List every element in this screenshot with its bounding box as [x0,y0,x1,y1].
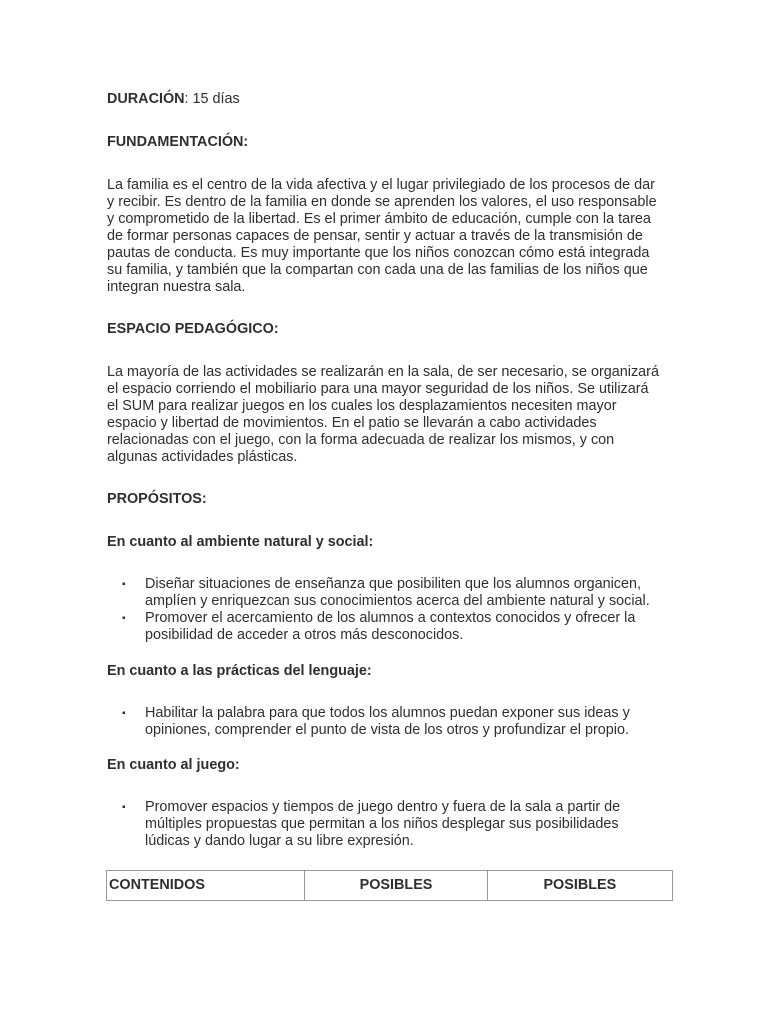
paragraph-line: algunas actividades plásticas. [107,449,298,465]
list-item-line: lúdicas y dando lugar a su libre expresión. [145,833,414,849]
list-item-line: múltiples propuestas que permitan a los niños desplegar sus posibilidades [145,816,619,832]
list-item-line: Habilitar la palabra para que todos los alumnos puedan exponer sus ideas y [145,705,630,721]
bullet-icon: ▪ [122,613,126,624]
paragraph-line: y comprometido de la libertad. Es el primer ámbito de educación, cumple con la tarea [107,211,651,227]
ambiente-heading: En cuanto al ambiente natural y social: [107,534,374,550]
fundamentacion-heading: FUNDAMENTACIÓN: [107,134,249,150]
lenguaje-list [107,705,672,739]
list-item-line: Promover espacios y tiempos de juego dentro y fuera de la sala a partir de [145,799,621,815]
lenguaje-heading: En cuanto a las prácticas del lenguaje: [107,663,372,679]
duration-label: DURACIÓN [107,91,185,107]
contents-table [106,870,673,901]
paragraph-line: relacionadas con el juego, con la forma adecuada de realizar los mismos, y con [107,432,615,448]
table-header-cell: POSIBLES [305,871,487,901]
espacio-heading: ESPACIO PEDAGÓGICO: [107,321,279,337]
paragraph-line: el espacio corriendo el mobiliario para una mayor seguridad de los niños. Se utilizará [107,381,649,397]
juego-list [107,799,672,850]
list-item-line: Diseñar situaciones de enseñanza que posibiliten que los alumnos organicen, [145,576,641,592]
list-item [107,799,672,850]
list-item-line: posibilidad de acceder a otros más desconocidos. [145,627,464,643]
duration-value: : 15 días [184,91,240,107]
table-header-cell: POSIBLES [487,871,672,901]
juego-heading: En cuanto al juego: [107,757,240,773]
ambiente-list [107,576,672,644]
list-item-line: amplíen y enriquezcan sus conocimientos acerca del ambiente natural y social. [145,593,650,609]
list-item [107,610,672,644]
paragraph-line: espacio y libertad de movimientos. En el patio se llevarán a cabo actividades [107,415,597,431]
paragraph-line: La mayoría de las actividades se realizarán en la sala, de ser necesario, se organizará [107,364,659,380]
fundamentacion-paragraph [107,177,672,296]
paragraph-line: de formar personas capaces de pensar, sentir y actuar a través de la transmisión de [107,228,643,244]
table-header-cell: CONTENIDOS [107,871,305,901]
duration-line [107,91,672,108]
espacio-paragraph [107,364,672,466]
table-header-row [107,871,673,901]
paragraph-line: y recibir. Es dentro de la familia en donde se aprenden los valores, el uso responsable [107,194,657,210]
paragraph-line: el SUM para realizar juegos en los cuales los desplazamientos necesiten mayor [107,398,617,414]
paragraph-line: pautas de conducta. Es muy importante que los niños conozcan cómo está integrada [107,245,650,261]
paragraph-line: su familia, y también que la compartan con cada una de las familias de los niños que [107,262,648,278]
propositos-heading: PROPÓSITOS: [107,491,207,507]
paragraph-line: La familia es el centro de la vida afectiva y el lugar privilegiado de los procesos de dar [107,177,655,193]
list-item [107,576,672,610]
bullet-icon: ▪ [122,708,126,719]
list-item-line: opiniones, comprender el punto de vista de los otros y profundizar el propio. [145,722,629,738]
list-item [107,705,672,739]
bullet-icon: ▪ [122,802,126,813]
bullet-icon: ▪ [122,579,126,590]
list-item-line: Promover el acercamiento de los alumnos a contextos conocidos y ofrecer la [145,610,636,626]
paragraph-line: integran nuestra sala. [107,279,246,295]
